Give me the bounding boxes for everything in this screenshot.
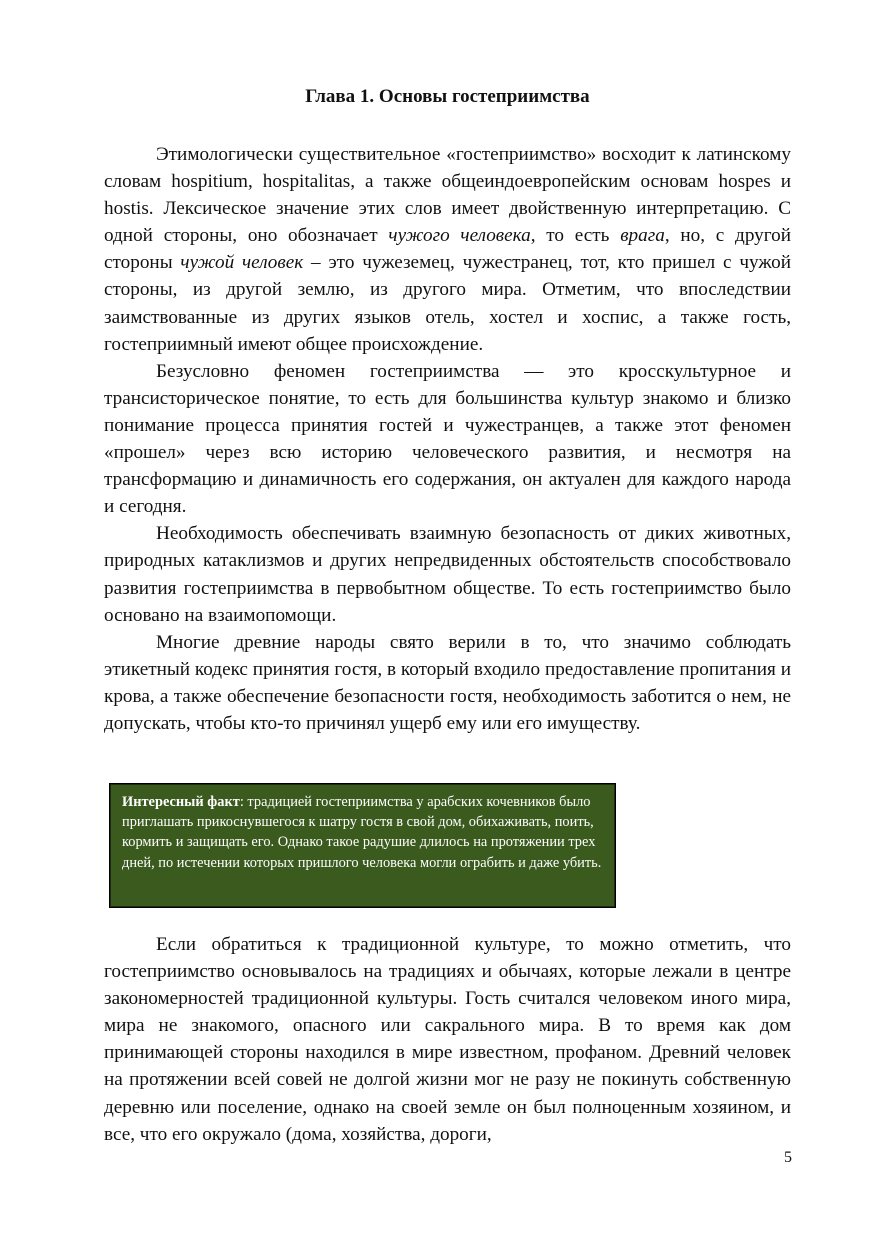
paragraph: [104, 520, 791, 628]
paragraph: [104, 358, 791, 521]
fact-text: : традицией гостеприимства у арабских кочевников было приглашать прикоснувшегося к шатру гостя в свой дом, обихаживать, поить, кормить и защищать его. Однако такое радушие длилось на протяжении трех дней, по истечении которых пришлого человека могли ограбить и даже убить.: [122, 794, 602, 871]
italic-run: чужого человека: [388, 225, 531, 247]
interesting-fact-box: [110, 784, 615, 907]
paragraph-run: Если обратиться к традиционной культуре, то можно отметить, что гостеприимство основывалось на традициях и обычаях, которые лежали в центре закономерностей традиционной культуры. Гость считался человеком иного мира, мира не знакомого, опасного или сакрального мира. В то время как дом принимающей стороны находился в мире известном, профаном. Древний человек на протяжении всей совей не долгой жизни мог не разу не покинуть собственную деревню или поселение, однако на своей земле он был полноценным хозяином, и все, что его окружало (дома, хозяйства, дороги,: [104, 934, 791, 1145]
paragraph-run: , то есть: [530, 225, 621, 247]
italic-run: врага: [620, 225, 665, 247]
paragraph-run: , но, с другой стороны: [104, 225, 792, 274]
body-text-after-box: [104, 931, 791, 1148]
paragraph-run: Безусловно феномен гостеприимства — это кросскультурное и трансисторическое понятие, то есть для большинства культур знакомо и близко понимание процесса принятия гостей и чужестранцев, а также этот феномен «прошел» через всю историю человеческого развития, и несмотря на трансформацию и динамичность его содержания, он актуален для каждого народа и сегодня.: [104, 360, 791, 518]
fact-lead: Интересный факт: [122, 794, 240, 810]
paragraph: [104, 629, 791, 737]
chapter-title: Глава 1. Основы гостеприимства: [305, 86, 590, 107]
paragraph-run: Многие древние народы свято верили в то, что значимо соблюдать этикетный кодекс принятия гостя, в который входило предоставление пропитания и крова, а также обеспечение безопасности гостя, необходимость заботится о нем, не допускать, чтобы кто-то причинял ущерб ему или его имуществу.: [104, 631, 791, 734]
italic-run: чужой человек: [180, 252, 304, 274]
paragraph-run: – это чужеземец, чужестранец, тот, кто пришел с чужой стороны, из другой землю, из другого мира. Отметим, что впоследствии заимствованные из других языков отель, хостел и хоспис, а также гость, гостеприимный имеют общее происхождение.: [104, 252, 791, 355]
paragraph: [104, 931, 791, 1148]
paragraph-run: Необходимость обеспечивать взаимную безопасность от диких животных, природных катаклизмов и других непредвиденных обстоятельств способствовало развития гостеприимства в первобытном обществе. То есть гостеприимство было основано на взаимопомощи.: [104, 523, 791, 626]
page-number: 5: [784, 1149, 792, 1166]
paragraph-run: Этимологически существительное «гостеприимство» восходит к латинскому словам hospitium, hospitalitas, а также общеиндоевропейским основам hospes и hostis. Лексическое значение этих слов имеет двойственную интерпретацию. С одной стороны, оно обозначает: [104, 144, 791, 247]
paragraph: [104, 141, 791, 358]
body-text-before-box: [104, 141, 791, 737]
